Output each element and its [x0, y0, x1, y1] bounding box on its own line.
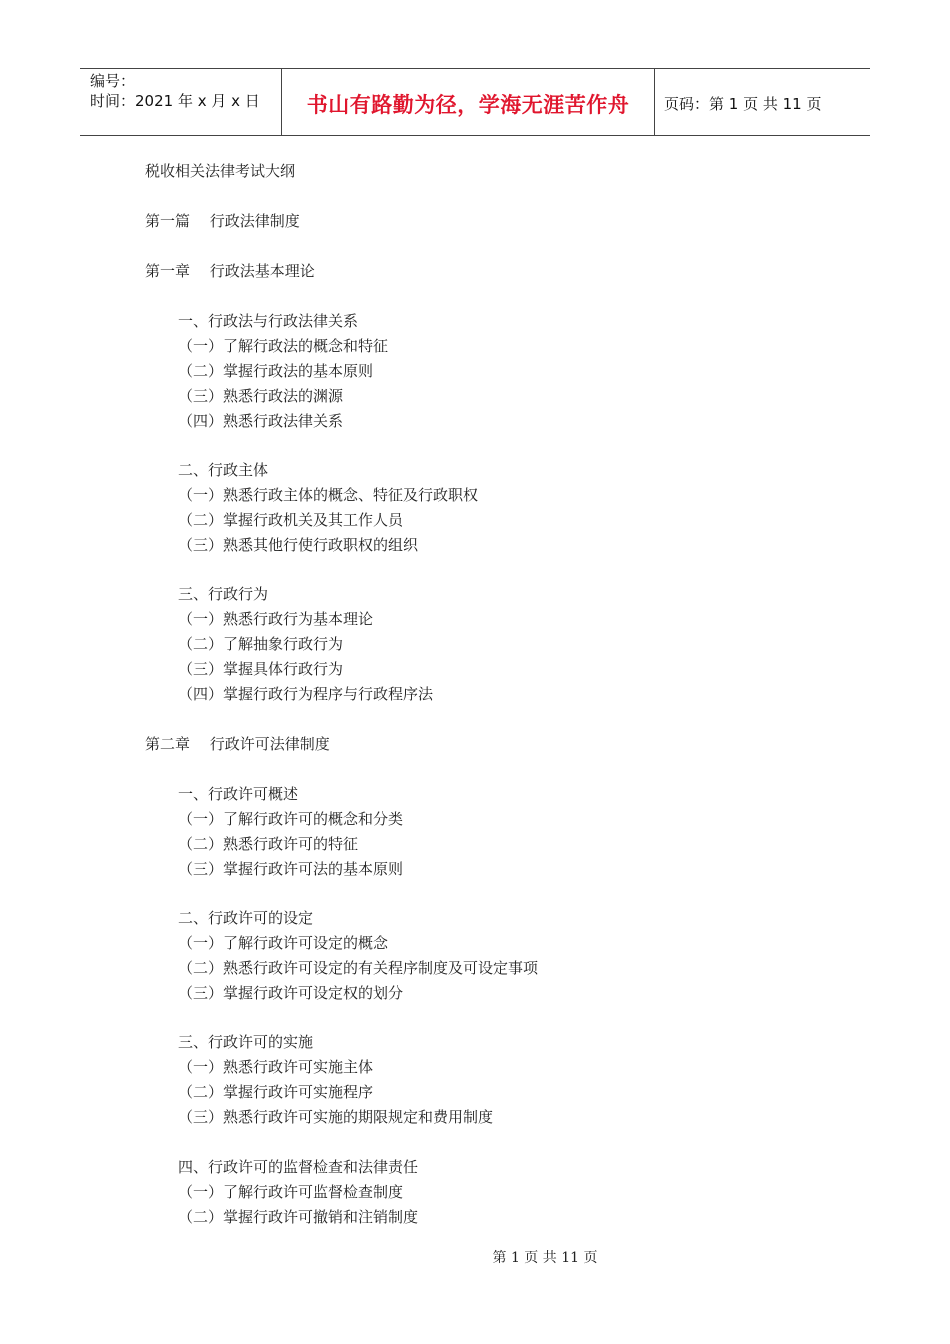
list-item: （四）熟悉行政法律关系 [178, 412, 344, 430]
document-title: 税收相关法律考试大纲 [145, 162, 296, 180]
section-heading: 二、行政主体 [178, 461, 269, 479]
list-item: （二）掌握行政机关及其工作人员 [178, 511, 404, 529]
list-item: （一）了解行政许可设定的概念 [178, 934, 389, 952]
list-item: （四）掌握行政行为程序与行政程序法 [178, 685, 434, 703]
section-heading: 一、行政法与行政法律关系 [178, 312, 359, 330]
page-header [80, 68, 870, 136]
section-heading: 一、行政许可概述 [178, 785, 299, 803]
list-item: （三）熟悉行政许可实施的期限规定和费用制度 [178, 1108, 494, 1126]
list-item: （三）掌握行政许可设定权的划分 [178, 984, 404, 1002]
list-item: （一）了解行政许可的概念和分类 [178, 810, 404, 828]
section-heading: 二、行政许可的设定 [178, 909, 314, 927]
list-item: （三）熟悉行政法的渊源 [178, 387, 344, 405]
header-meta [80, 69, 282, 135]
list-item: （二）了解抽象行政行为 [178, 635, 344, 653]
list-item: （一）熟悉行政行为基本理论 [178, 610, 374, 628]
header-page-info: 页码：第 1 页 共 11 页 [664, 94, 822, 113]
time-label: 时间：2021 年 x 月 x 日 [90, 92, 260, 110]
part-heading: 第一篇 行政法律制度 [145, 212, 300, 230]
header-motto: 书山有路勤为径，学海无涯苦作舟 [282, 69, 655, 135]
section-heading: 四、行政许可的监督检查和法律责任 [178, 1158, 419, 1176]
list-item: （三）熟悉其他行使行政职权的组织 [178, 536, 419, 554]
list-item: （三）掌握具体行政行为 [178, 660, 344, 678]
list-item: （一）了解行政许可监督检查制度 [178, 1183, 404, 1201]
list-item: （二）掌握行政许可撤销和注销制度 [178, 1208, 419, 1226]
list-item: （二）熟悉行政许可设定的有关程序制度及可设定事项 [178, 959, 539, 977]
section-heading: 三、行政行为 [178, 585, 269, 603]
list-item: （二）熟悉行政许可的特征 [178, 835, 359, 853]
section-heading: 三、行政许可的实施 [178, 1033, 314, 1051]
list-item: （一）熟悉行政许可实施主体 [178, 1058, 374, 1076]
list-item: （一）熟悉行政主体的概念、特征及行政职权 [178, 486, 479, 504]
page-footer: 第 1 页 共 11 页 [492, 1250, 598, 1266]
number-label: 编号： [90, 72, 136, 90]
list-item: （二）掌握行政许可实施程序 [178, 1083, 374, 1101]
chapter-heading: 第二章 行政许可法律制度 [145, 735, 330, 753]
chapter-heading: 第一章 行政法基本理论 [145, 262, 315, 280]
list-item: （一）了解行政法的概念和特征 [178, 337, 389, 355]
list-item: （二）掌握行政法的基本原则 [178, 362, 374, 380]
list-item: （三）掌握行政许可法的基本原则 [178, 860, 404, 878]
